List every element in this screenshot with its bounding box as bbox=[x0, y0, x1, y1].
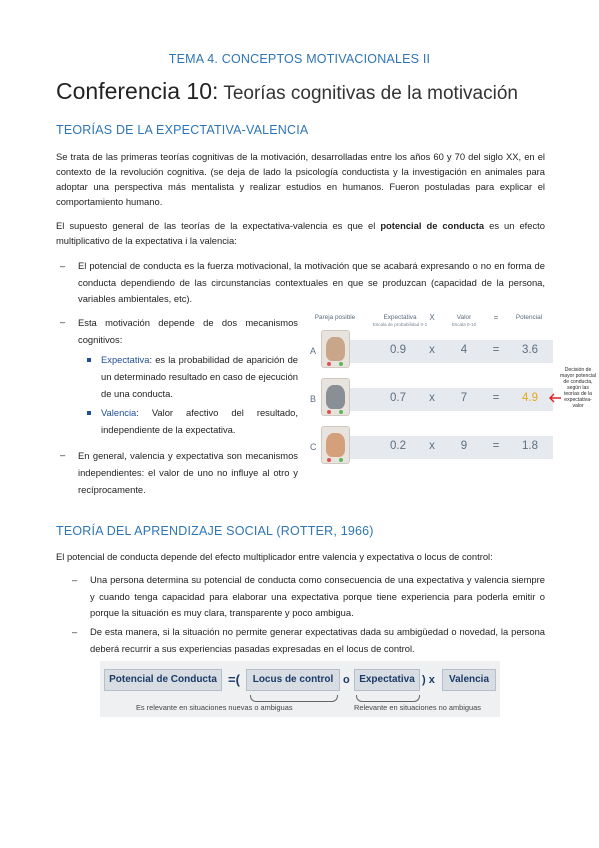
cell-expectativa-c: 0.2 bbox=[390, 440, 406, 452]
cell-op-c: x bbox=[429, 440, 435, 452]
cell-valor-a: 4 bbox=[460, 344, 468, 356]
section-heading-rotter: TEORÍA DEL APRENDIZAJE SOCIAL (ROTTER, 1966) bbox=[56, 524, 374, 538]
intro-paragraph: Se trata de las primeras teorías cognitivas de la motivación, desarrolladas entre los años 60 y 70 del siglo XX, en el contexto de la revolución cognitiva. (se deja de lado la psicología conductista y la investigación en animales para adoptar una perspectiva más mentalista y realizar estudios en humanos. Fueron postuladas para explicar el comportamiento humano. bbox=[56, 151, 545, 207]
formula-brace-left bbox=[250, 695, 338, 702]
bullet-dash: – bbox=[60, 316, 66, 327]
row-label-a: A bbox=[310, 346, 317, 356]
formula-caption-left: Es relevante en situaciones nuevas o ambiguas bbox=[136, 703, 293, 712]
dating-profile-photo-b bbox=[321, 378, 350, 416]
lecture-title bbox=[56, 78, 518, 105]
dating-profile-photo-a bbox=[321, 330, 350, 368]
bullet-potencial-definition: El potencial de conducta es la fuerza motivacional, la motivación que se acabará expresando o no en forma de conducta dependiendo de las circunstancias contextuales en que se produzcan (capacidad de la persona, variables ambientales, etc). bbox=[78, 260, 545, 304]
potencial-term: potencial de conducta bbox=[380, 220, 485, 231]
row-label-c: C bbox=[310, 442, 317, 452]
bullet-independence: En general, valencia y expectativa son mecanismos independientes: el valor de uno no influye al otro y recíprocamente. bbox=[78, 450, 298, 495]
bullet-dash: – bbox=[60, 260, 66, 271]
sub-bullet-valencia: Valencia: Valor afectivo del resultado, independiente de la expectativa. bbox=[101, 407, 298, 435]
lecture-title-sub: Teorías cognitivas de la motivación bbox=[218, 83, 518, 104]
cell-op-a: x bbox=[429, 344, 435, 356]
formula-valencia-box: Valencia bbox=[442, 669, 496, 691]
bullet-square bbox=[87, 358, 91, 362]
topic-heading: TEMA 4. CONCEPTOS MOTIVACIONALES II bbox=[168, 52, 431, 66]
cell-valor-b: 7 bbox=[460, 392, 468, 404]
cell-potencial-c: 1.8 bbox=[522, 440, 538, 452]
cell-potencial-a: 3.6 bbox=[522, 344, 538, 356]
header-valor-scale: Escala 0-10 bbox=[451, 322, 477, 327]
header-equals: = bbox=[493, 313, 499, 322]
formula-expectativa-box: Expectativa bbox=[354, 669, 420, 691]
decision-annotation: Decisión de mayor potencial de conducta, según las teorías de la expectativa-valor bbox=[560, 367, 596, 409]
header-expectativa: Expectativa bbox=[383, 314, 417, 321]
header-pareja: Pareja posible bbox=[314, 314, 356, 321]
cell-eq-a: = bbox=[492, 344, 500, 356]
formula-locus-box: Locus de control bbox=[246, 669, 340, 691]
bullet-two-mechanisms: Esta motivación depende de dos mecanismos cognitivos: bbox=[78, 317, 298, 345]
cell-expectativa-a: 0.9 bbox=[390, 344, 406, 356]
bullet-square bbox=[87, 411, 91, 415]
header-valor: Valor bbox=[456, 314, 472, 321]
cell-op-b: x bbox=[429, 392, 435, 404]
bullet-dash: – bbox=[72, 574, 78, 585]
section-heading-expectativa-valencia: TEORÍAS DE LA EXPECTATIVA-VALENCIA bbox=[56, 123, 309, 137]
assumption-paragraph: El supuesto general de las teorías de la expectativa-valencia es que el potencial de conducta es un efecto multiplicativo de la expectativa i la valencia: bbox=[56, 220, 545, 246]
rotter-intro: El potencial de conducta depende del efecto multiplicador entre valencia y expectativa o locus de control: bbox=[56, 551, 493, 562]
bullet-dash: – bbox=[72, 626, 78, 637]
cell-expectativa-b: 0.7 bbox=[390, 392, 406, 404]
expectativa-valencia-table bbox=[308, 314, 553, 466]
formula-times: ) x bbox=[422, 674, 435, 686]
formula-equals-paren: =( bbox=[228, 672, 240, 687]
bullet-rotter-locus: De esta manera, si la situación no permite generar expectativas dada su ambigüedad o novedad, la persona deberá recurrir a sus experiencias pasadas expresadas en el locus de control. bbox=[90, 626, 545, 654]
expectativa-term: Expectativa bbox=[101, 354, 150, 365]
valencia-term: Valencia bbox=[101, 407, 137, 418]
cell-eq-b: = bbox=[492, 392, 500, 404]
formula-or: o bbox=[343, 674, 350, 686]
cell-potencial-b-highlight: 4.9 bbox=[522, 392, 538, 404]
formula-caption-right: Relevante en situaciones no ambiguas bbox=[354, 703, 481, 712]
bullet-rotter-expectativa: Una persona determina su potencial de conducta como consecuencia de una expectativa y valencia siempre y cuando tenga capacidad para elaborar una expectativa porque tiene experiencia para poderla emitir o porque la situación es muy clara, transparente y poco ambigua. bbox=[90, 574, 545, 618]
header-expectativa-scale: Escala de probabilidad 0-1 bbox=[372, 322, 428, 327]
lecture-title-main: Conferencia 10: bbox=[56, 78, 219, 104]
formula-brace-right bbox=[356, 695, 420, 702]
header-potencial: Potencial bbox=[515, 314, 543, 321]
cell-eq-c: = bbox=[492, 440, 500, 452]
header-x: X bbox=[429, 313, 435, 322]
bullet-dash: – bbox=[60, 449, 66, 460]
row-label-b: B bbox=[310, 394, 317, 404]
formula-potencial-box: Potencial de Conducta bbox=[104, 669, 222, 691]
cell-valor-c: 9 bbox=[460, 440, 468, 452]
sub-bullet-expectativa: Expectativa: es la probabilidad de aparición de un determinado resultado en caso de ejecución de una conducta. bbox=[101, 354, 299, 399]
dating-profile-photo-c bbox=[321, 426, 350, 464]
rotter-formula bbox=[100, 661, 500, 717]
